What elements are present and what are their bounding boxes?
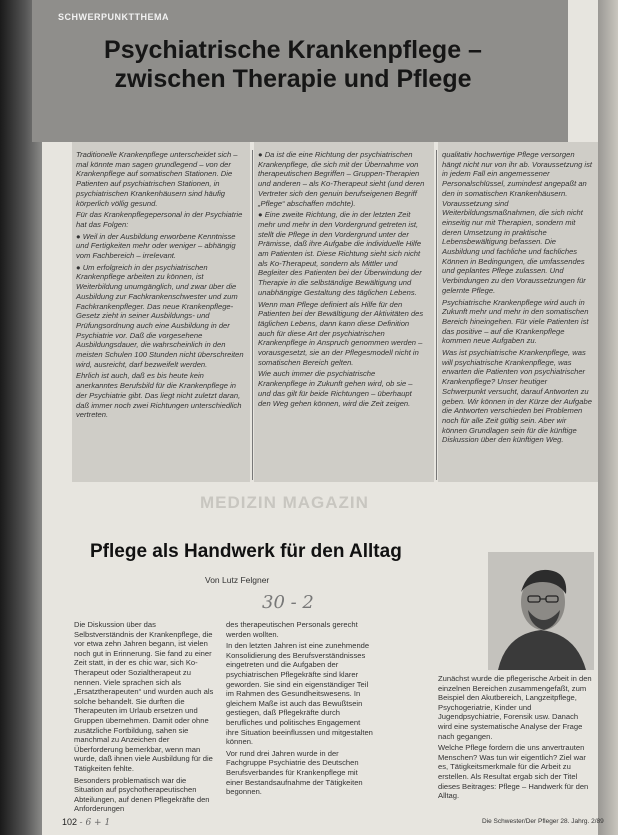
- intro-paragraph: qualitativ hochwertige Pflege versorgen hängt nicht nur von ihr ab. Voraussetzung ist in jedem Fall ein angemessener Personalschlüssel, zumindest angepaßt an den in somatischen Krankenhäusern. Voraussetzung sind Weiterbildungsmaßnahmen, die sich nicht einseitig nur mit Therapien, sondern mit deren Umsetzung in praktische Lebensbewältigung befassen. Die Ausbildung und fachliche und fachliches Können in Bedingungen, die umfassendes und geplantes Pflege zulassen. Und Verbindungen zu den Voraussetzungen für gelernte Pflege.: [442, 150, 592, 295]
- handwritten-page-note: - 6 + 1: [79, 818, 111, 828]
- article-paragraph: Die Diskussion über das Selbstverständnis der Krankenpflege, die vor etwa zehn Jahren begann, ist vielen noch gut in Erinnerung. Sie fand zu einer Zeit statt, in der es chic war, sich Ko-Therapeut oder Sozialtherapeut zu nennen. Viele sprachen sich als „Ersatztherapeuten“ und wurden auch als solche behandelt. Sie durften die Therapeuten im Urlaub ersetzen und Gruppen übernehmen. Damit oder ohne zusätzliche Fortbildung, sahen sie manchmal zu Anzeichen der Überforderung bemerkbar, wenn man wurde, daß ihnen viele Ausbildung für die Tätigkeiten fehlte.: [74, 620, 214, 773]
- article-column-2: [226, 620, 374, 799]
- section-tag: SCHWERPUNKTTHEMA: [58, 12, 169, 22]
- author-portrait-image: [488, 552, 594, 670]
- page-number: 102: [62, 817, 78, 827]
- page-edge: [598, 0, 618, 835]
- article-column-1: [74, 620, 216, 816]
- intro-paragraph: Wenn man Pflege definiert als Hilfe für den Patienten bei der Bewältigung der Aktivitäten des täglichen Lebens, dann kann diese Definition auch für diese Art der psychiatrischen Krankenpflege in Anspruch genommen werden – vorausgesetzt, sie an der Pflegesmodell nicht in somatischen Bereich gelten.: [258, 299, 424, 367]
- intro-paragraph: Für das Krankenpflegepersonal in der Psychiatrie hat das Folgen:: [76, 210, 243, 229]
- intro-paragraph: ● Weil in der Ausbildung erworbene Kenntnisse und Fertigkeiten mehr oder weniger – abhängig vom Fachbereich – irrelevant.: [76, 231, 236, 261]
- article-paragraph: Welche Pflege fordern die uns anvertrauten Menschen? Was tun wir eigentlich? Ziel war es, Tätigkeitsmerkmale für die Arbeit zu erstellen. Als Resultat ergab sich der Titel dieses Beitrages: Pflege – Handwerk für den Alltag.: [438, 743, 589, 801]
- journal-citation: Die Schwester/Der Pfleger 28. Jahrg. 2/89: [482, 818, 604, 825]
- intro-paragraph: ● Da ist die eine Richtung der psychiatrischen Krankenpflege, die sich mit der Übernahme von therapeutischen Begriffen – Gruppen-Therapien und anderen – als Ko-Therapeut sieht (und deren Vertreter sich den genuin berufseigenen Begriff „Pflege“ abschaffen möchte).: [258, 150, 425, 208]
- intro-paragraph: ● Um erfolgreich in der psychiatrischen Krankenpflege arbeiten zu können, ist Weiterbildung unumgänglich, und zwar über die Ausbildung zur Fachkrankenschwester und zum Fachkrankenpfleger. Das neue Krankenpflege-Gesetz zieht in seiner Ausbildungs- und Prüfungsordnung auch eine Ausbildung in der Psychiatrie vor. Daß die vorgesehene Ausbildungsdauer, die wahrscheinlich in den meisten Schulen 100 Stunden nicht überschreiten wird, ausreicht, darf bezweifelt werden.: [76, 262, 244, 369]
- article-column-3: [438, 674, 594, 803]
- intro-paragraph: Ehrlich ist auch, daß es bis heute kein anerkanntes Berufsbild für die Krankenpflege in der Psychiatrie gibt. Das liegt nicht zuletzt daran, daß immer noch zwei Richtungen unterschiedlich vertreten.: [76, 371, 242, 420]
- author-photo: [488, 552, 594, 670]
- article-paragraph: Besonders problematisch war die Situation auf psychotherapeutischen Abteilungen, auf denen Pflegekräfte den Anforderungen: [74, 775, 210, 814]
- article-paragraph: des therapeutischen Personals gerecht werden wollten.: [226, 620, 358, 639]
- intro-paragraph: Was ist psychiatrische Krankenpflege, was will psychiatrische Krankenpflege, was erwarten die Patienten von psychiatrischer Krankenpflege? Unser heutiger Schwerpunkt versucht, darauf Antworten zu geben. Wir können in der Kürze der Aufgabe die Antworten verschieden bei Problemen noch für alle Zeit gültig sein. Aber wir können Grundlagen sein für die künftige Diskussion über den künftigen Weg.: [442, 348, 592, 445]
- intro-paragraph: Traditionelle Krankenpflege unterscheidet sich – mal könnte man sagen grundlegend – von der Krankenpflege auf somatischen Stationen. Die Patienten auf psychiatrischen Stationen, in psychiatrischen Krankenhäusern sind häufig körperlich völlig gesund.: [76, 150, 238, 208]
- intro-paragraph: Psychiatrische Krankenpflege wird auch in Zukunft mehr und mehr in den somatischen Bereich hineingehen. Für viele Patienten ist das positive – auf die Krankenpflege kommen neue Aufgaben zu.: [442, 297, 589, 346]
- page-footer-left: [62, 817, 110, 828]
- article-paragraph: In den letzten Jahren ist eine zunehmende Konsolidierung des Berufsverständnisses eingetreten und die Aufgaben der psychiatrischen Pflegekräfte sind klarer geworden. Sie sind ein eigenständiger Teil im Rahmen des Gesundheitswesens. In gleichem Maße ist auch das Bewußtsein gestiegen, daß Pflegekräfte durch berufliches und politisches Engagement ihre Situation beeinflussen und mitgestalten können.: [226, 641, 373, 747]
- intro-column-1: [76, 150, 244, 422]
- intro-paragraph: Wie auch immer die psychiatrische Krankenpflege in Zukunft gehen wird, ob sie – und das gilt für beide Richtungen – überhaupt den Weg gehen können, wird die Zeit zeigen.: [258, 369, 413, 408]
- article-paragraph: Zunächst wurde die pflegerische Arbeit in den einzelnen Bereichen zusammengefaßt, zum Beispiel den Akutbereich, Langzeitpflege, Psychogeriatrie, Kinder und Jugendpsychiatrie, Forensik usw. Danach wird eine systematische Analyse der Frage nach gegangen.: [438, 674, 592, 741]
- title-line-1: Psychiatrische Krankenpflege –: [104, 36, 482, 64]
- show-through-text: MEDIZIN MAGAZIN: [200, 493, 369, 512]
- page-title: [58, 36, 528, 94]
- article-title: Pflege als Handwerk für den Alltag: [90, 541, 402, 562]
- article-author: Von Lutz Felgner: [205, 575, 270, 585]
- intro-paragraph: ● Eine zweite Richtung, die in der letzten Zeit mehr und mehr in den Vordergrund getreten ist, stellt die Pflege in den Vordergrund unter der Prämisse, daß ihre Aufgabe die individuelle Hilfe am Patienten ist. Diese Richtung sieht sich nicht als Ko-Therapeut, sondern als Mittler und Begleiter des Patienten bei der Überwindung der Therapie in die selbständige Bewältigung und unabhängige Gestaltung des täglichen Lebens.: [258, 210, 422, 297]
- title-line-2: zwischen Therapie und Pflege: [114, 65, 472, 93]
- intro-column-3: [442, 150, 592, 447]
- column-divider: [436, 150, 437, 480]
- handwritten-note: 30 - 2: [262, 592, 314, 613]
- article-paragraph: Vor rund drei Jahren wurde in der Fachgruppe Psychiatrie des Deutschen Berufsverbandes für Krankenpflege mit einer Bestandsaufnahme der Tätigkeiten begonnen.: [226, 748, 363, 797]
- column-divider: [252, 150, 253, 480]
- intro-column-2: [258, 150, 426, 410]
